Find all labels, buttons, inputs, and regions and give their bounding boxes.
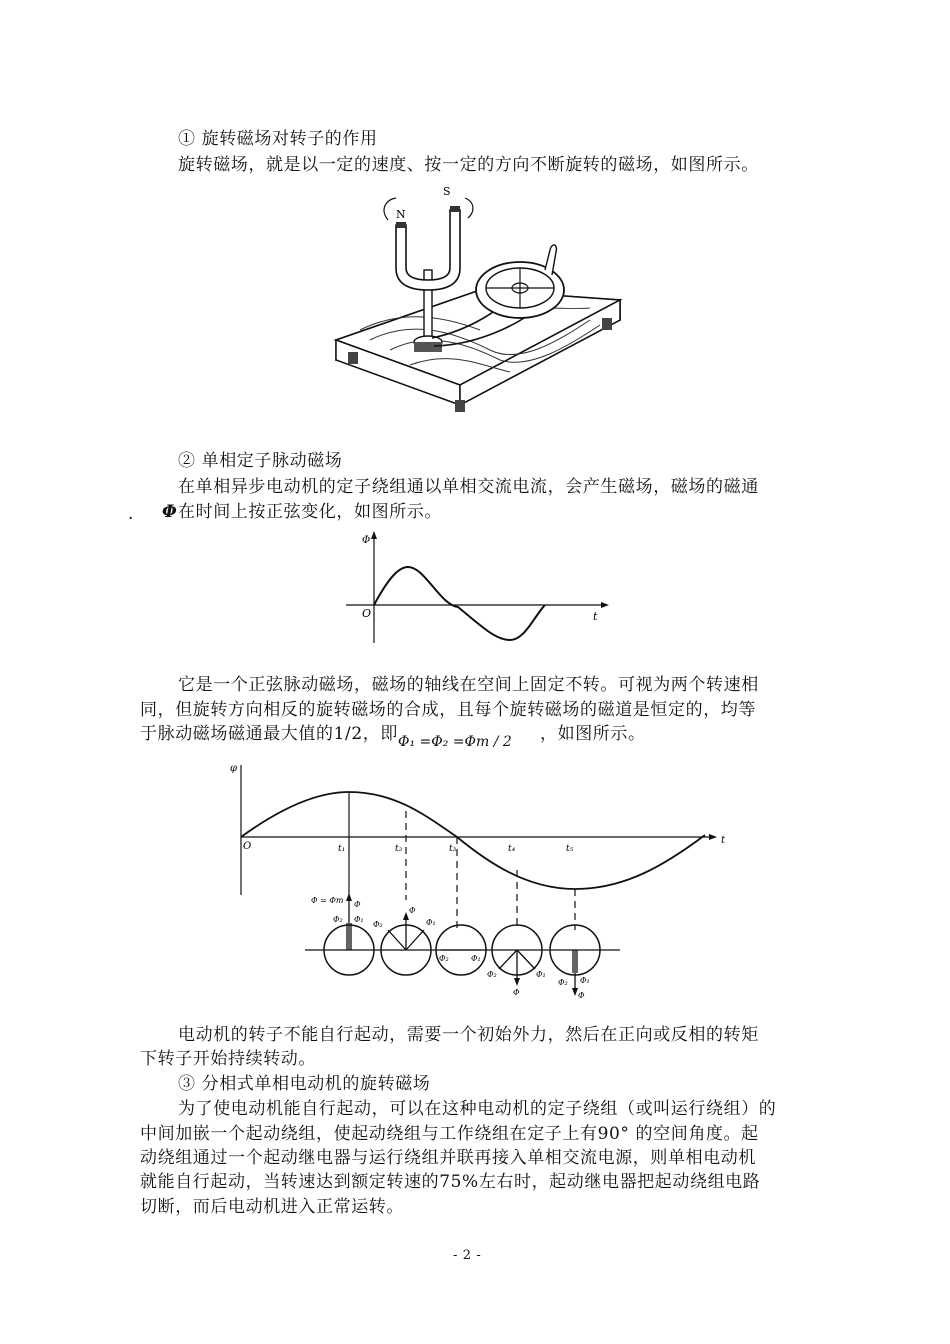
c3-phi1: Φ₁ xyxy=(471,954,481,963)
fig3-origin: O xyxy=(243,841,252,852)
fig2-y-label: Φ xyxy=(362,535,371,546)
time-mark-t3: t₃ xyxy=(449,844,457,854)
c2-phi1: Φ₁ xyxy=(426,918,436,927)
c3-phi2: Φ₂ xyxy=(439,954,449,963)
time-mark-t5: t₅ xyxy=(566,844,574,854)
time-mark-t4: t₄ xyxy=(508,844,516,854)
c4-phi1: Φ₁ xyxy=(536,970,546,979)
time-mark-t1: t₁ xyxy=(338,844,346,854)
section1-heading: ① 旋转磁场对转子的作用 xyxy=(178,129,378,149)
c4-phi2: Φ₂ xyxy=(487,970,497,979)
para4-line1: 电动机的转子不能自行起动，需要一个初始外力，然后在正向或反相的转矩 xyxy=(178,1025,759,1045)
para3-formula: Φ₁ =Φ₂ =Φm / 2 xyxy=(398,734,512,750)
time-mark-t2: t₂ xyxy=(395,844,403,854)
c5-phi1: Φ₁ xyxy=(580,976,590,985)
flux-decomposition-figure xyxy=(225,755,725,1015)
c5-phi2: Φ₂ xyxy=(558,978,568,987)
section3-heading: ③ 分相式单相电动机的旋转磁场 xyxy=(178,1074,431,1094)
section2-body-line2: 在时间上按正弦变化，如图所示。 xyxy=(178,502,442,522)
fig3-x-label: t xyxy=(721,835,725,846)
section3-line4: 就能自行起动，当转速达到额定转速的75%左右时，起动继电器把起动绕组电路 xyxy=(140,1172,761,1192)
para3-line2: 同，但旋转方向相反的旋转磁场的合成，且每个旋转磁场的磁道是恒定的，均等 xyxy=(140,700,756,720)
fig2-x-label: t xyxy=(593,610,598,623)
c4-phi: Φ xyxy=(513,988,520,997)
rotating-magnet-figure xyxy=(330,180,630,420)
c5-phi: Φ xyxy=(578,991,585,1000)
fig3-y-label: φ xyxy=(230,763,238,774)
c1-phi: Φ xyxy=(354,900,361,909)
section3-line3: 动绕组通过一个起动继电器与运行绕组并联再接入单相交流电源，则单相电动机 xyxy=(140,1148,756,1168)
section3-line2: 中间加嵌一个起动绕组，使起动绕组与工作绕组在定子上有90° 的空间角度。起 xyxy=(140,1124,759,1144)
phi-symbol: Φ xyxy=(162,502,178,522)
bullet-dot: . xyxy=(128,504,135,524)
phi-equals-phim: Φ = Φm xyxy=(311,896,344,905)
fig2-origin: O xyxy=(362,607,372,620)
c1-phi1: Φ₁ xyxy=(354,915,364,924)
c2-phi: Φ xyxy=(409,906,416,915)
section1-body: 旋转磁场，就是以一定的速度、按一定的方向不断旋转的磁场，如图所示。 xyxy=(178,155,759,175)
c2-phi2: Φ₂ xyxy=(373,920,383,929)
para3-line1: 它是一个正弦脉动磁场，磁场的轴线在空间上固定不转。可视为两个转速相 xyxy=(178,675,759,695)
sine-flux-figure xyxy=(340,525,620,655)
section2-heading: ② 单相定子脉动磁场 xyxy=(178,451,343,471)
magnet-s-label: S xyxy=(443,185,451,198)
c1-phi2: Φ₂ xyxy=(333,915,343,924)
section2-body-line1: 在单相异步电动机的定子绕组通以单相交流电流，会产生磁场，磁场的磁通 xyxy=(178,477,759,497)
page-number: - 2 - xyxy=(453,1248,482,1263)
para3-line3: 于脉动磁场磁通最大值的1/2，即 xyxy=(140,724,398,744)
magnet-n-label: N xyxy=(396,208,406,221)
para3-line3-end: ，如图所示。 xyxy=(540,724,646,744)
section3-line5: 切断，而后电动机进入正常运转。 xyxy=(140,1197,404,1217)
section3-line1: 为了使电动机能自行起动，可以在这种电动机的定子绕组（或叫运行绕组）的 xyxy=(178,1099,777,1119)
para4-line2: 下转子开始持续转动。 xyxy=(140,1049,316,1069)
